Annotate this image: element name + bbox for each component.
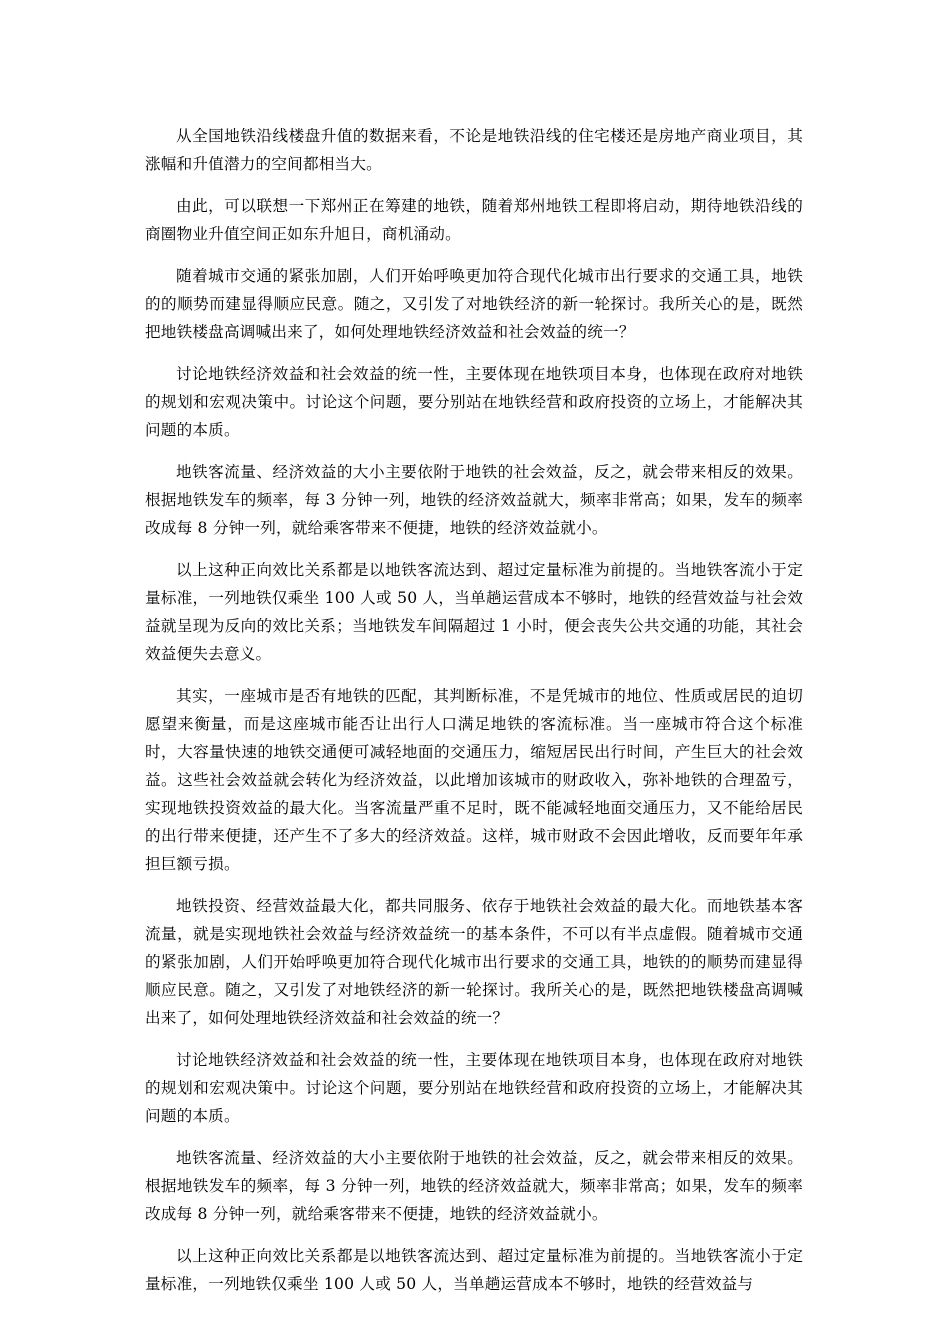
paragraph-6: 以上这种正向效比关系都是以地铁客流达到、超过定量标准为前提的。当地铁客流小于定量标准，一列地铁仅乘坐 100 人或 50 人，当单趟运营成本不够时，地铁的经营效益与社会效益就呈现为反向的效比关系；当地铁发车间隔超过 1 小时，便会丧失公共交通的功能，其社会效益便失去意义。: [145, 561, 803, 663]
paragraph-9: 讨论地铁经济效益和社会效益的统一性，主要体现在地铁项目本身，也体现在政府对地铁的规划和宏观决策中。讨论这个问题，要分别站在地铁经营和政府投资的立场上，才能解决其问题的本质。: [145, 1051, 803, 1125]
document-page: [145, 122, 803, 1312]
paragraph-3: 随着城市交通的紧张加剧，人们开始呼唤更加符合现代化城市出行要求的交通工具，地铁的的顺势而建显得顺应民意。随之，又引发了对地铁经济的新一轮探讨。我所关心的是，既然把地铁楼盘高调喊出来了，如何处理地铁经济效益和社会效益的统一？: [145, 267, 803, 341]
paragraph-5: 地铁客流量、经济效益的大小主要依附于地铁的社会效益，反之，就会带来相反的效果。根据地铁发车的频率，每 3 分钟一列，地铁的经济效益就大，频率非常高；如果，发车的频率改成每 8 分钟一列，就给乘客带来不便捷，地铁的经济效益就小。: [145, 463, 803, 537]
paragraph-8: 地铁投资、经营效益最大化，都共同服务、依存于地铁社会效益的最大化。而地铁基本客流量，就是实现地铁社会效益与经济效益统一的基本条件，不可以有半点虚假。随着城市交通的紧张加剧，人们开始呼唤更加符合现代化城市出行要求的交通工具，地铁的的顺势而建显得顺应民意。随之，又引发了对地铁经济的新一轮探讨。我所关心的是，既然把地铁楼盘高调喊出来了，如何处理地铁经济效益和社会效益的统一？: [145, 897, 803, 1027]
paragraph-1: 从全国地铁沿线楼盘升值的数据来看，不论是地铁沿线的住宅楼还是房地产商业项目，其涨幅和升值潜力的空间都相当大。: [145, 127, 803, 173]
paragraph-2: 由此，可以联想一下郑州正在筹建的地铁，随着郑州地铁工程即将启动，期待地铁沿线的商圈物业升值空间正如东升旭日，商机涌动。: [145, 197, 803, 243]
paragraph-11: 以上这种正向效比关系都是以地铁客流达到、超过定量标准为前提的。当地铁客流小于定量标准，一列地铁仅乘坐 100 人或 50 人，当单趟运营成本不够时，地铁的经营效益与: [145, 1247, 803, 1293]
paragraph-10: 地铁客流量、经济效益的大小主要依附于地铁的社会效益，反之，就会带来相反的效果。根据地铁发车的频率，每 3 分钟一列，地铁的经济效益就大，频率非常高；如果，发车的频率改成每 8 分钟一列，就给乘客带来不便捷，地铁的经济效益就小。: [145, 1149, 803, 1223]
paragraph-4: 讨论地铁经济效益和社会效益的统一性，主要体现在地铁项目本身，也体现在政府对地铁的规划和宏观决策中。讨论这个问题，要分别站在地铁经营和政府投资的立场上，才能解决其问题的本质。: [145, 365, 803, 439]
paragraph-7: 其实，一座城市是否有地铁的匹配，其判断标准，不是凭城市的地位、性质或居民的迫切愿望来衡量，而是这座城市能否让出行人口满足地铁的客流标准。当一座城市符合这个标准时，大容量快速的地铁交通便可减轻地面的交通压力，缩短居民出行时间，产生巨大的社会效益。这些社会效益就会转化为经济效益，以此增加该城市的财政收入，弥补地铁的合理盈亏，实现地铁投资效益的最大化。当客流量严重不足时，既不能减轻地面交通压力，又不能给居民的出行带来便捷，还产生不了多大的经济效益。这样，城市财政不会因此增收，反而要年年承担巨额亏损。: [145, 687, 803, 873]
